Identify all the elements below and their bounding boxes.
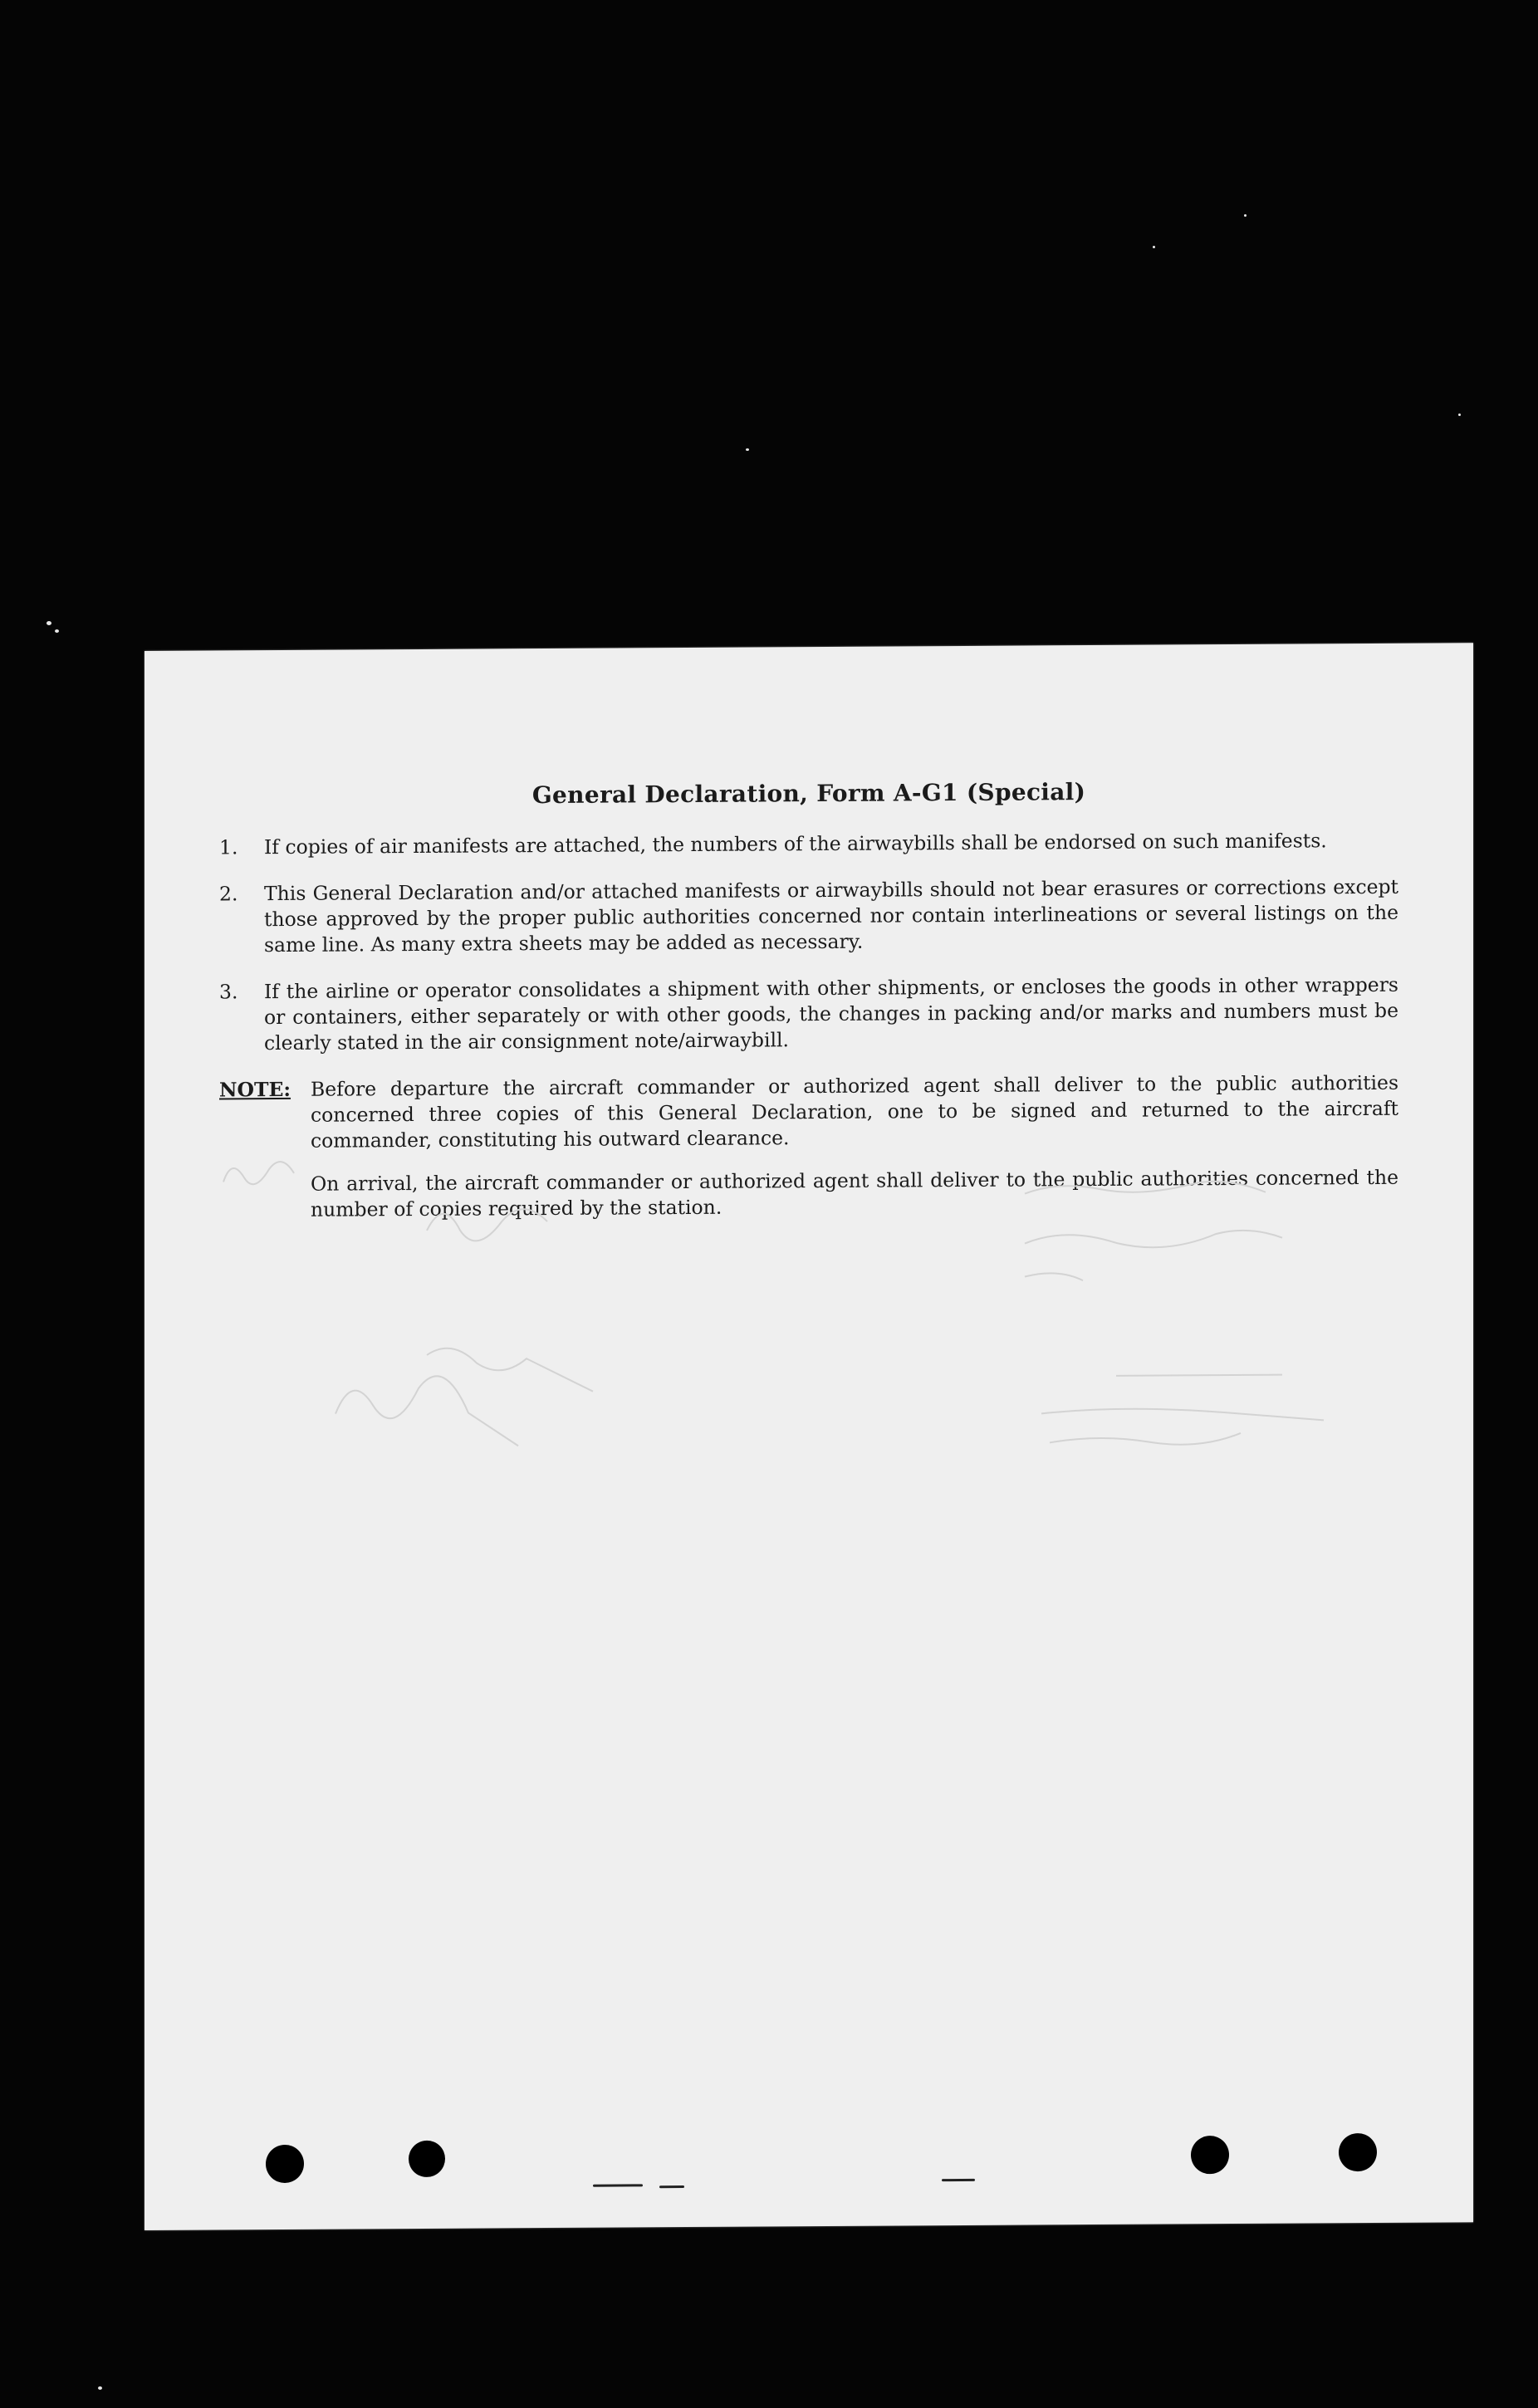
- punch-hole: [409, 2141, 445, 2177]
- note-paragraph: On arrival, the aircraft commander or authorized agent shall deliver to the public authorities concerned the number of copies required by the station.: [311, 1165, 1398, 1221]
- note-paragraph: Before departure the aircraft commander or authorized agent shall deliver to the public authorities concerned three copies of this General Declaration, one to be signed and returned to the aircraft commander, constituting his outward clearance.: [311, 1070, 1398, 1153]
- edge-scuff: [593, 2184, 643, 2186]
- punch-hole: [1191, 2136, 1229, 2174]
- note-label: NOTE:: [219, 1077, 291, 1102]
- document-sheet: [144, 643, 1473, 2230]
- dust-speck: [1458, 414, 1461, 416]
- form-title: General Declaration, Form A-G1 (Special): [531, 778, 1086, 810]
- dust-speck: [746, 448, 749, 451]
- faint-scribble: [427, 1348, 593, 1392]
- note-block: [219, 1070, 1398, 1224]
- faint-scribble: [1050, 1433, 1241, 1446]
- faint-scribble: [1041, 1407, 1324, 1422]
- punch-hole: [1339, 2133, 1377, 2171]
- dust-speck: [1153, 246, 1155, 248]
- dust-speck: [98, 2386, 102, 2390]
- edge-scuff: [942, 2179, 975, 2181]
- faint-scribble: [1025, 1273, 1083, 1280]
- instruction-item: [219, 874, 1398, 959]
- instruction-text: If copies of air manifests are attached, the numbers of the airwaybills shall be endorsed on such manifests.: [264, 829, 1327, 859]
- instruction-item: [219, 828, 1398, 861]
- instruction-text: If the airline or operator consolidates a shipment with other shipments, or encloses the goods in other wrappers or containers, either separately or with other goods, the changes in packing and/or marks and numbers must be clearly stated in the air consignment note/airwaybill.: [264, 972, 1398, 1055]
- punch-hole: [266, 2145, 304, 2183]
- faint-scribble: [1116, 1375, 1282, 1376]
- faint-scribble: [336, 1376, 518, 1447]
- edge-scuff: [659, 2185, 684, 2188]
- dust-speck: [47, 621, 51, 625]
- instruction-number: 1.: [219, 835, 238, 859]
- dust-speck: [55, 629, 59, 633]
- instructions-list: [219, 828, 1398, 1241]
- instruction-text: This General Declaration and/or attached manifests or airwaybills should not bear erasures or corrections except those approved by the proper public authorities concerned nor contain interlineations or several listings on the same line. As many extra sheets may be added as necessary.: [264, 874, 1398, 957]
- instruction-item: [219, 972, 1398, 1057]
- dust-speck: [1244, 214, 1247, 217]
- instruction-number: 2.: [219, 882, 238, 906]
- instruction-number: 3.: [219, 980, 238, 1004]
